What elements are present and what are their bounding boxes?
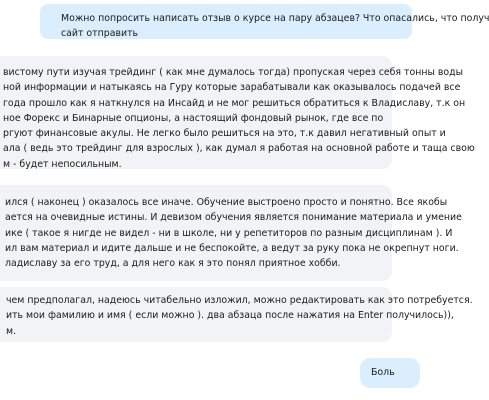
message-line: ной информации и натыкаясь на Гуру которые зарабатывали как оказывалось подачей все [3,82,461,94]
user-message-bubble [360,358,420,388]
message-line: ить мои фамилию и имя ( если можно ). два абзаца после нажатия на Enter получилось)), [6,310,454,322]
message-line: сайт отправить [61,28,139,40]
message-line: м. [6,325,17,337]
message-line: вистому пути изучая трейдинг ( как мне думалось тогда) пропуская через себя тонны воды [3,67,464,78]
message-line: чем предполагал, надеюсь читабельно изложил, можно редактировать как это потребуется. [6,295,473,306]
assistant-message-bubble [0,185,462,281]
assistant-message-bubble [0,56,475,170]
message-line: Можно попросить написать отзыв о курсе на пару абзацев? Что опасались, что получ [61,13,489,24]
user-message-bubble [40,4,489,40]
message-line: ргуют финансовые акулы. Не легко было решиться на это, т.к давил негативный опыт и [3,128,446,140]
message-line: года прошло как я наткнулся на Инсайд и не мог решиться обратиться к Владиславу, т.к он [3,97,466,109]
message-line: Боль [371,367,395,378]
message-line: м - будет непосильным. [3,158,122,170]
message-line: ладиславу за его труд, а для него как я это понял приятное хобби. [5,258,341,270]
message-line: ике ( такое я нигде не видел - ни в школе, ни у репетиторов по разным дисциплинам ). И [5,227,453,239]
message-line: ился ( наконец ) оказалось все иначе. Обучение выстроено просто и понятно. Все якобы [5,197,448,208]
message-line: ное Форекс и Бинарные опционы, а настоящий фондовый рынок, где все по [3,112,384,124]
message-line: ается на очевидные истины. И девизом обучения является понимание материала и умение [5,212,462,224]
message-line: ил вам материал и идите дальше и не беспокойте, а ведут за руку пока не окрепнут ноги. [5,242,459,254]
assistant-message-bubble [0,287,473,342]
message-line: ала ( ведь это трейдинг для взрослых ), как думал я работая на основной работе и таща свою [3,143,475,155]
